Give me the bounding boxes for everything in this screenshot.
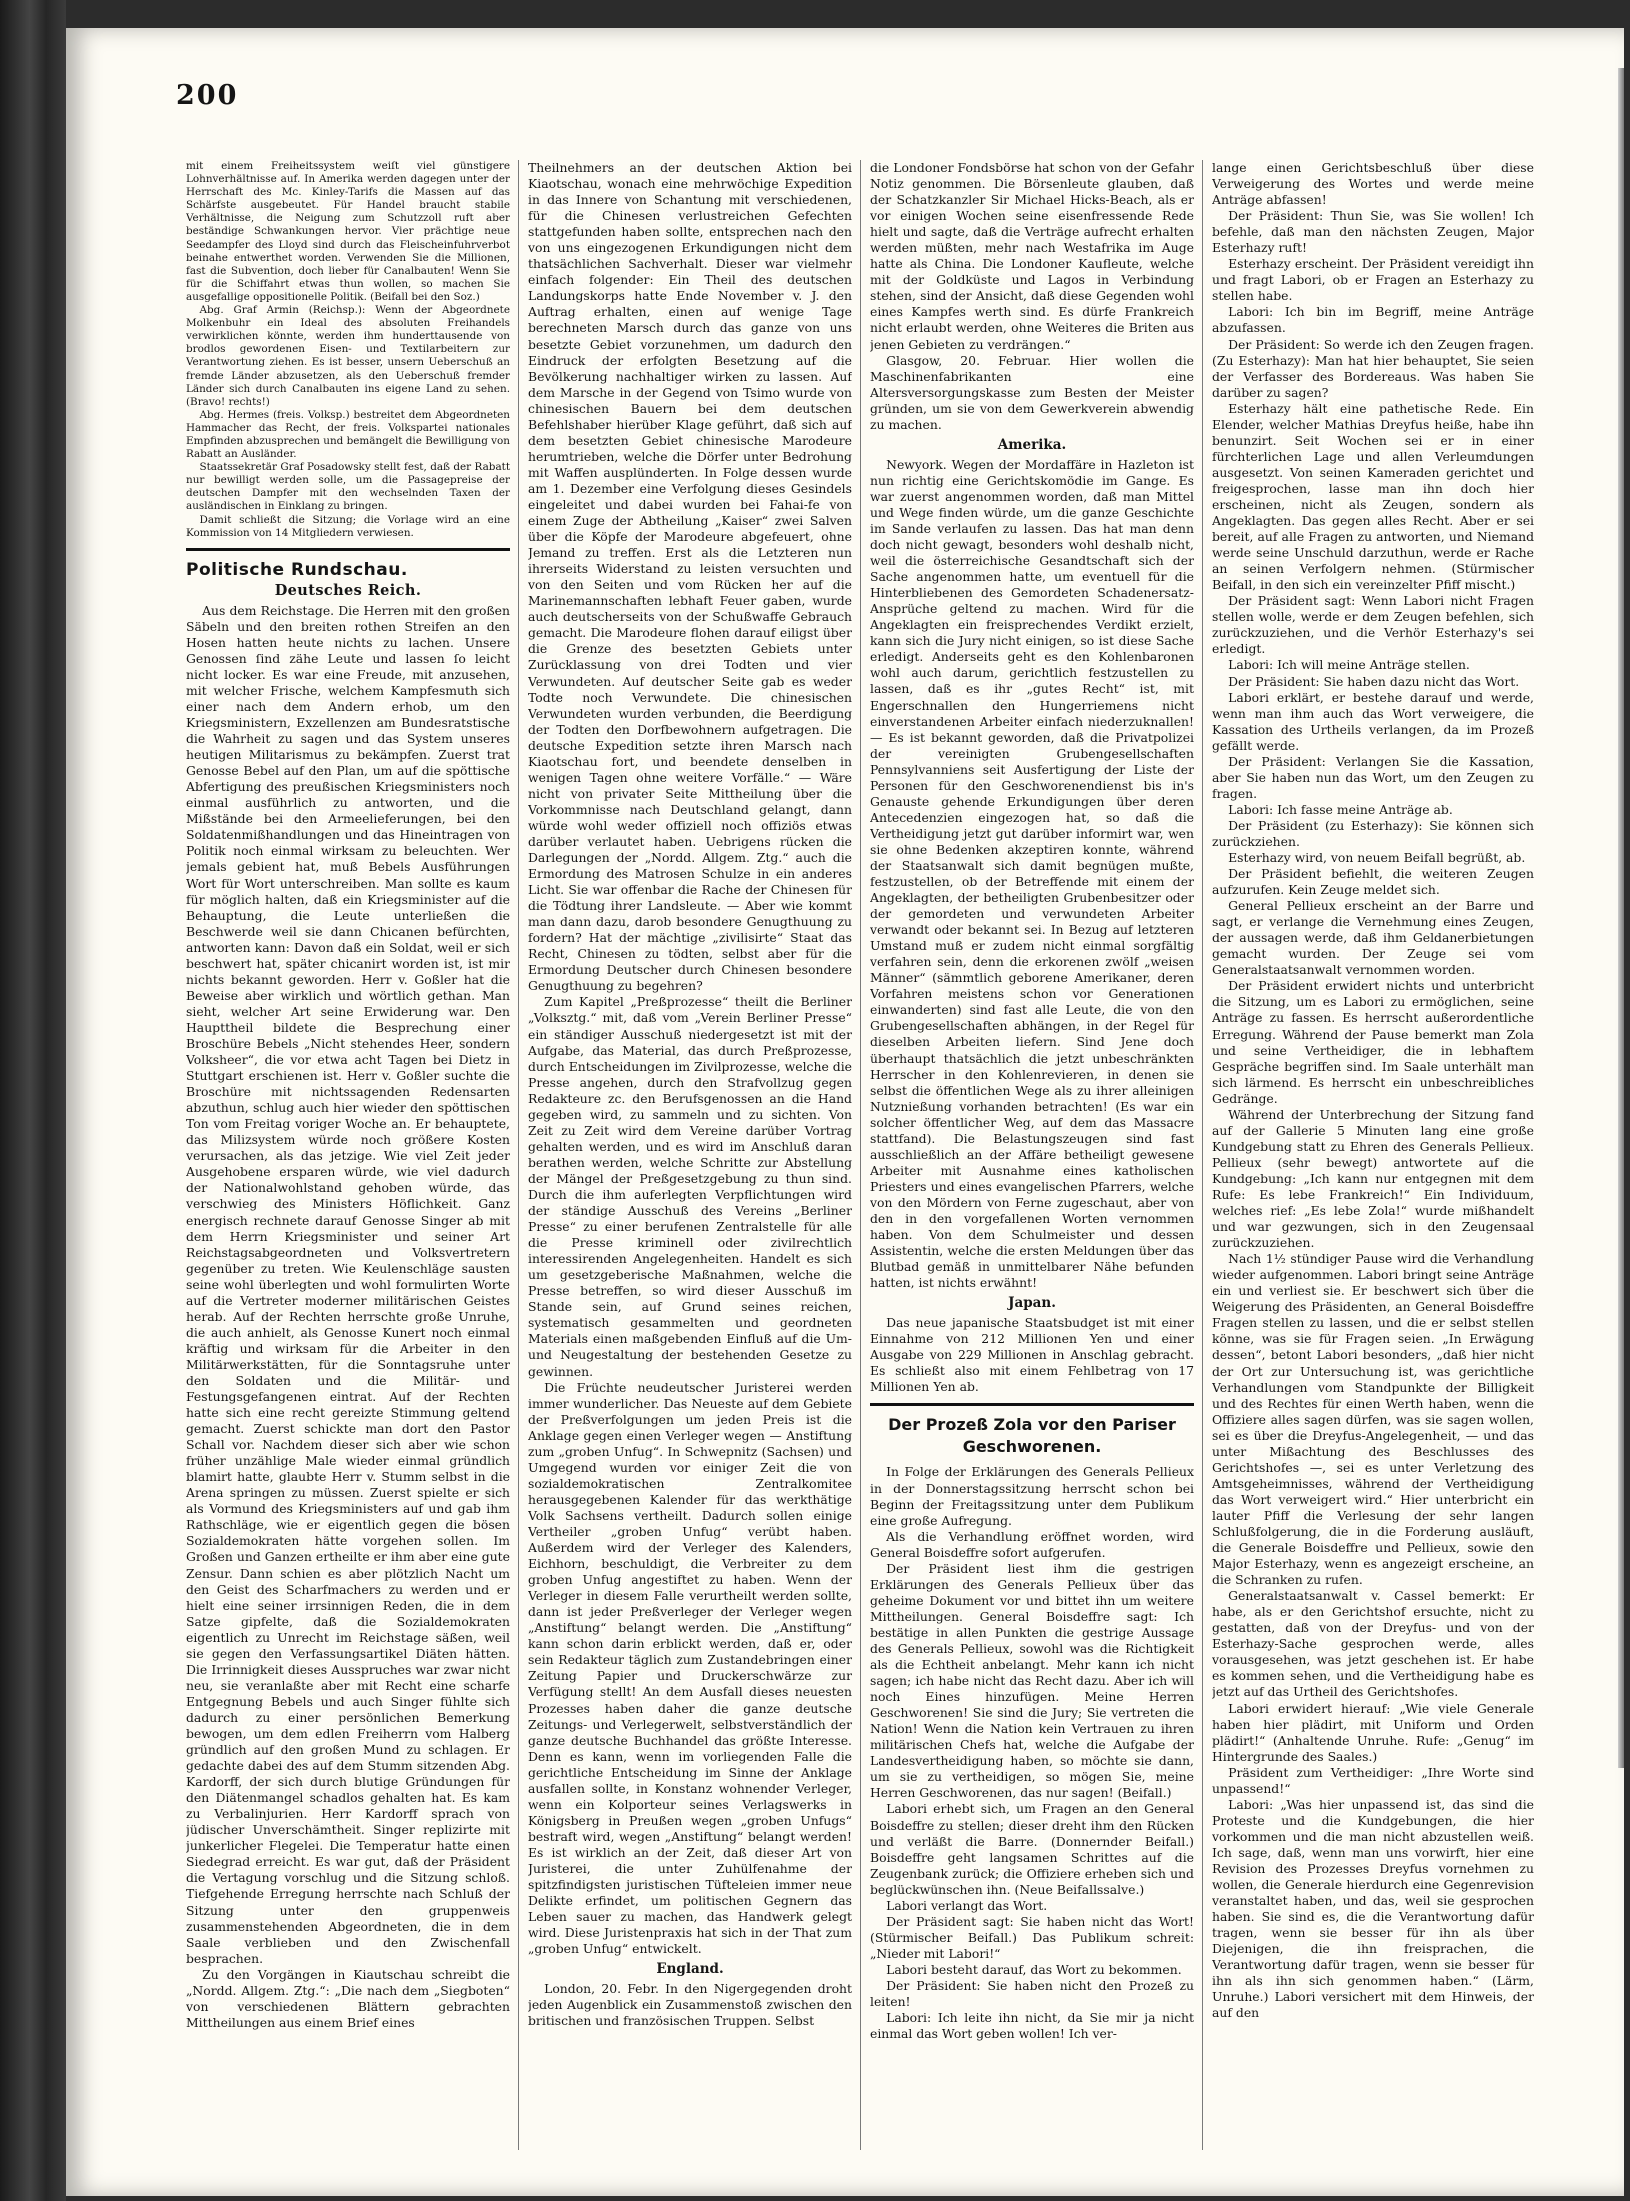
column-separator — [518, 160, 519, 2150]
paragraph-zola-1: In Folge der Erklärungen des Generals Pellieux in der Donnerstagssitzung herrscht schon bei Beginn der Freitagssitzung unter dem Publikum eine große Aufregung. — [870, 1464, 1194, 1528]
paragraph-pressprozesse: Zum Kapitel „Preßprozesse“ theilt die Berliner „Volksztg.“ mit, daß vom „Verein Berliner Presse“ ein ständiger Ausschuß niedergesetzt ist mit der Aufgabe, das Material, das durch Preßprozesse, durch Entscheidungen im Zivilprozesse, welche die Presse angehen, durch den Strafvollzug gegen Redakteure zc. den Berufsgenossen an die Hand gegeben wird, zu sammeln und zu sichten. Von Zeit zu Zeit wird dem Vereine darüber Vortrag gehalten werden, und es wird im Anschluß daran berathen werden, welche Schritte zur Abstellung der Mängel der Preßgesetzgebung zu thun sind. Durch die ihm auferlegten Verpflichtungen wird der ständige Ausschuß des Vereins „Berliner Presse“ zu einer berufenen Zentralstelle für alle die Presse kriminell oder zivilrechtlich interessirenden Angelegenheiten. Handelt es sich um gesetzgeberische Maßnahmen, welche die Presse betreffen, so wird dieser Ausschuß im Stande sein, auf Grund seines reichen, systematisch gesammelten und geordneten Materials einen maßgebenden Einfluß auf die Um- und Neugestaltung der bestehenden Gesetze zu gewinnen. — [528, 994, 852, 1379]
paragraph-zola-20: Der Präsident: Verlangen Sie die Kassation, aber Sie haben nun das Wort, um den Zeugen zu fragen. — [1212, 753, 1534, 801]
country-heading-england: England. — [656, 1961, 724, 1978]
paragraph-zola-5: Labori verlangt das Wort. — [886, 1897, 1048, 1913]
article-title-zola: Der Prozeß Zola vor den Pariser Geschworenen. — [888, 1415, 1176, 1457]
paragraph-zola-31: Präsident zum Vertheidiger: „Ihre Worte sind unpassend!“ — [1212, 1764, 1534, 1796]
paragraph-japan: Das neue japanische Staatsbudget ist mit einer Einnahme von 212 Millionen Yen und einer Ausgabe von 229 Millionen in Anschlag gebracht. Es schließt also mit einem Fehlbetrag von 17 Millionen Yen ab. — [870, 1315, 1194, 1395]
page-number: 200 — [176, 80, 239, 111]
paragraph-zola-6: Der Präsident sagt: Sie haben nicht das Wort! (Stürmischer Beifall.) Das Publikum schreit: „Nieder mit Labori!“ — [870, 1913, 1194, 1961]
column-1 — [186, 160, 510, 2155]
paragraph-zola-8: Der Präsident: Sie haben nicht den Prozeß zu leiten! — [870, 1977, 1194, 2010]
page-edge — [1618, 68, 1624, 1768]
paragraph-zola-28: Nach 1½ stündiger Pause wird die Verhandlung wieder aufgenommen. Labori bringt seine Anträge ein und verliest sie. Er beschwert sich über die Weigerung des Präsidenten, an General Boisdeffre Fragen stellen zu lassen, und die er selbst stellen könne, was sie für Fragen seien. „In Erwägung dessen“, betont Labori besonders, „daß hier nicht der Ort zur Untersuchung ist, was gerichtliche Verhandlungen vom Standpunkte der Billigkeit und des Rechtes für einen Werth haben, wenn die Offiziere alles sagen dürfen, was sie sagen wollen, sei es über die Dreyfus-Angelegenheit, — und das unter Mißachtung des Beschlusses des Gerichtshofes —, sei es unter Verletzung des Amtsgeheimnisses, während der Vertheidigung das Wort verweigert wird.“ Hier unterbricht ein lauter Pfiff die Verlesung der sehr langen Schlußfolgerung, die in die Forderung ausläuft, die Generale Boisdeffre und Pellieux, sowie den Major Esterhazy, wenn es angezeigt erscheine, an die Schranken zu rufen. — [1212, 1251, 1534, 1588]
paragraph-zola-25: General Pellieux erscheint an der Barre und sagt, er verlange die Vernehmung eines Zeugen, der aussagen werde, daß ihm Geldanerbietungen gemacht wurden. Der Zeuge sei vom Generalstaatsanwalt vernommen worden. — [1212, 898, 1534, 978]
paragraph-zola-9: Labori: Ich leite ihn nicht, da Sie mir ja nicht einmal das Wort geben wollen! Ich ver- — [870, 2010, 1194, 2042]
paragraph-glasgow: Glasgow, 20. Februar. Hier wollen die Maschinenfabrikanten eine Altersversorgungskasse zum Besten der Meister gründen, um sie von dem Gewerkverein abwendig zu machen. — [870, 352, 1194, 432]
section-divider — [186, 548, 510, 551]
book-binding — [0, 0, 66, 2201]
paragraph-zola-17: Labori: Ich will meine Anträge stellen. — [1228, 657, 1470, 673]
paragraph-zola-13: Labori: Ich bin im Begriff, meine Anträge abzufassen. — [1212, 304, 1534, 336]
paragraph-zola-21: Labori: Ich fasse meine Anträge ab. — [1228, 801, 1453, 817]
paragraph-zola-16: Der Präsident sagt: Wenn Labori nicht Fragen stellen wolle, werde er dem Zeugen befehlen, sich zurückzuziehen, und die Verhör Esterhazy's sei erledigt. — [1212, 593, 1534, 657]
paragraph-zola-23: Esterhazy wird, von neuem Beifall begrüßt, ab. — [1228, 850, 1526, 866]
paragraph-zola-26: Der Präsident erwidert nichts und unterbricht die Sitzung, um es Labori zu ermöglichen, seine Anträge zu fassen. Es herrscht außerordentliche Erregung. Während der Pause bemerkt man Zola und seine Vertheidiger, die in lebhaftem Gespräche begriffen sind. Im Saale unterhält man sich lärmend. Es herrscht ein unbeschreibliches Gedränge. — [1212, 978, 1534, 1106]
paragraph-zola-22: Der Präsident (zu Esterhazy): Sie können sich zurückziehen. — [1212, 817, 1534, 849]
paragraph-zola-29: Generalstaatsanwalt v. Cassel bemerkt: Er habe, als er den Gerichtshof ersuchte, nicht zu gestatten, daß von der Dreyfus- und von der Esterhazy-Sache gesprochen werde, alles vorausgesehen, was jetzt geschehen ist. Er habe es kommen sehen, und die Vertheidigung habe es jetzt auf das Urtheil des Gerichtshofes. — [1212, 1588, 1534, 1700]
paragraph-newyork: Newyork. Wegen der Mordaffäre in Hazleton ist nun richtig eine Gerichtskomödie im Gange. Es war zuerst angenommen worden, daß man Mittel und Wege finden würde, um die ganze Geschichte im Sande verlaufen zu lassen. Das hat man denn doch nicht gewagt, besonders wohl deshalb nicht, weil die österreichische Gesandtschaft sich der Sache angenommen hatte, um eventuell für die Hinterbliebenen des Gemordeten Schadenersatz-Ansprüche geltend zu machen. Wird für die Angeklagten ein freisprechendes Verdikt erzielt, kann sich die Jury nicht einigen, so ist diese Sache erledigt. Anderseits geht es den Kohlenbaronen wohl auch darum, gerichtlich festzustellen zu lassen, daß es ihr „gutes Recht“ ist, mit Engerschnallen den Hungerriemens nicht einverstandenen Arbeiter einfach niederzuknallen! — Es ist bekannt geworden, daß die Privatpolizei der vereinigten Grubengesellschaften Pennsylvanniens seit Ausfertigung der Liste der Personen für den Geschworenendienst bis in's Genauste gehende Erkundigungen über deren Antecedenzien eingezogen hat, so daß die Vertheidigung jetzt gut darüber informirt war, wen sie ohne Bedenken akzeptiren konnte, während der Staatsanwalt sich damit begnügen mußte, festzustellen, ob der Betreffende mit einem der Angeklagten, der betheiligten Grubenbesitzer oder der gemordeten und verwundeten Arbeiter verwandt oder bekannt sei. In Bezug auf letzteren Umstand muß er zudem nicht einmal sorgfältig verfahren sein, denn die erkorenen zwölf „weisen Männer“ (sämmtlich geborene Amerikaner, deren Vorfahren meistens schon vor Generationen einwanderten) sind fast alle Leute, die von den Grubengesellschaften abhängen, in der Regel für dieselben Arbeiten liefern. Sind Jene doch überhaupt thatsächlich die jetzt unbeschränkten Herrscher in den Kohlenrevieren, in denen sie selbst die öffentlichen Wege als zu ihrer alleinigen Nutznießung vorhanden betrachten! (Es war ein solcher öffentlicher Weg, auf dem das Massacre stattfand). Die Belastungszeugen sind fast ausschließlich an der Affäre betheiligt gewesene Arbeiter mit Ausnahme eines katholischen Priesters und eines evangelischen Pfarrers, welche von den Mördern von Ferne zugeschaut, aber von den in den vorgefallenen Worten vernommen haben. Von dem Schulmeister und dessen Assistentin, welche die ersten Meldungen über das Blutbad gemäß in unmittelbarer Nähe befunden hatten, ist nichts erwähnt! — [870, 456, 1194, 1291]
column-separator — [1202, 160, 1203, 2150]
paragraph-armin: Abg. Graf Armin (Reichsp.): Wenn der Abgeordnete Molkenbuhr ein Ideal des absoluten Freihandels verwirklichen könnte, werden ihm hunderttausende von brodlos gewordenen Eisen- und Textilarbeitern zur Verantwortung ziehen. Es ist besser, unsern Ueberschuß an fremde Länder abzusetzen, als den Ueberschuß fremder Länder sich durch Canalbauten ins eigene Land zu sehen. (Bravo! rechts!) — [186, 304, 510, 408]
paragraph-reichstag: Aus dem Reichstage. Die Herren mit den großen Säbeln und den breiten rothen Streifen an den Hosen hatten heute nichts zu lachen. Unsere Genossen ſind zähe Leute und lassen ſo leicht nicht locker. Es war eine Freude, mit anzusehen, mit welcher Frische, welchem Kampfesmuth sich einer nach dem Andern erhob, um den Kriegsministern, Exzellenzen am Bundesratstische die Wahrheit zu sagen und das System unseres heutigen Militarismus zu bekämpfen. Zuerst trat Genosse Bebel auf den Plan, um auf die spöttische Abfertigung des preußischen Kriegsministers noch einmal ausführlich zu antworten, und die Mißstände bei den Armeelieferungen, bei den Soldatenmißhandlungen und das Hineintragen von Politik noch einmal wirksam zu beleuchten. Wer jemals gebient hat, muß Bebels Ausführungen Wort für Wort unterschreiben. Man sollte es kaum für möglich halten, daß ein Kriegsminister auf die Behauptung, die Leute unterließen die Beschwerde weil sie dann Chicanen befürchten, antworten kann: Davon daß ein Soldat, weil er sich beschwert hat, später chicanirt worden ist, ist mir nichts bekannt geworden. Herr v. Goßler hat die Beweise aber wirklich und wörtlich gethan. Man sieht, welcher Art seine Erwiderung war. Den Haupttheil bildete die Besprechung einer Broschüre Bebels „Nicht stehendes Heer, sondern Volksheer“, die vor etwa acht Tagen bei Dietz in Stuttgart erschienen ist. Herr v. Goßler suchte die Broschüre mit nichtssagenden Redensarten abzuthun, schlug auch hier wieder den spöttischen Ton vom Freitag voriger Woche an. Er behauptete, das Milizsystem würde noch größere Kosten verursachen, als das jetzige. Wie viel Zeit jeder Ausgehobene ersparen würde, wie viel dadurch der Nationalwohlstand gehoben würde, das verschwieg des Ministers Höflichkeit. Ganz energisch rechnete darauf Genosse Singer ab mit dem Herrn Kriegsminister und seiner Art Reichstagsabgeordneten und Volksvertretern gegenüber zu treten. Wie Keulenschläge sausten seine wohl überlegten und wohl formulirten Worte auf die Vertreter moderner militärischen Geistes herab. Auf der Rechten herrschte große Unruhe, die auch anhielt, als Genosse Kunert noch einmal kräftig und wirksam für die Arbeiter in den Militärwerkstätten, für die Sonntagsruhe unter den Soldaten und die Militär- und Festungsgefangenen eintrat. Auf der Rechten hatte sich eine recht gereizte Stimmung geltend gemacht. Zuerst schickte man dort den Pastor Schall vor. Nachdem dieser sich aber wie schon früher unzählige Male wieder einmal gründlich blamirt hatte, glaubte Herr v. Stumm selbst in die Arena springen zu müssen. Zuerst spielte er sich als Vormund des Kriegsministers auf und gab ihm Rathschläge, wie er eigentlich gegen die bösen Sozialdemokraten hätte vorgehen sollen. Im Großen und Ganzen ertheilte er ihm aber eine gute Zensur. Dann schien es aber plötzlich Nacht um den Geist des Scharfmachers zu werden und er hielt eine seiner irrsinnigen Reden, die in dem Satze gipfelte, daß die Sozialdemokraten eigentlich zu Unrecht im Reichstage säßen, weil sie gegen den Verfassungsartikel Diäten hätten. Die Irrinnigkeit dieses Ausspruches war zwar nicht neu, sie veranlaßte aber mit Recht eine scharfe Entgegnung Bebels und auch Singer fühlte sich dadurch zu einer persönlichen Bemerkung bewogen, um dem edlen Freiherrn vom Halberg gründlich auf den großen Mund zu schlagen. Er gedachte dabei des auf dem Stumm sitzenden Abg. Kardorff, der sich durch blutige Gründungen für den Diätenmangel schadlos gehalten hat. Es kam zu Verbalinjurien. Herr Kardorff sprach von jüdischer Unverschämtheit. Singer replizirte mit junkerlicher Flegelei. Die Temperatur hatte einen Siedegrad erreicht. Es war gut, daß der Präsident die Vertagung vorschlug und die Sitzung schloß. Tiefgehende Erregung herrschte nach Schluß der Sitzung unter den gruppenweis zusammenstehenden Abgeordneten, die in dem Saale verblieben und den Zwischenfall besprachen. — [186, 602, 510, 1966]
paragraph-zola-30: Labori erwidert hierauf: „Wie viele Generale haben hier plädirt, mit Uniform und Orden plädirt!“ (Anhaltende Unruhe. Rufe: „Genug“ im Hintergrunde des Saales.) — [1212, 1700, 1534, 1764]
paragraph-closing: Damit schließt die Sitzung; die Vorlage wird an eine Kommission von 14 Mitgliedern verwiesen. — [186, 513, 510, 539]
paragraph-zola-3: Der Präsident liest ihm die gestrigen Erklärungen des Generals Pellieux über das geheime Dokument vor und bittet ihn um weitere Mittheilungen. General Boisdeffre sagt: Ich bestätige in allen Punkten die gestrige Aussage des Generals Pellieux, sowohl was die Richtigkeit als die Echtheit anbelangt. Mehr kann ich nicht sagen; ich habe nicht das Recht dazu. Aber ich will noch Eines hinzufügen. Meine Herren Geschworenen! Sie sind die Jury; Sie vertreten die Nation! Wenn die Nation kein Vertrauen zu ihren militärischen Chefs hat, welche die Aufgabe der Landesvertheidigung haben, so möchte sie dann, um sie zu vertheidigen, so mögen Sie, meine Herren Geschworenen, das nur sagen! (Beifall.) — [870, 1560, 1194, 1801]
paragraph-zola-14: Der Präsident: So werde ich den Zeugen fragen. (Zu Esterhazy): Man hat hier behauptet, Sie seien der Verfasser des Bordereaus. Was haben Sie darüber zu sagen? — [1212, 336, 1534, 400]
paragraph-kiautschou: Zu den Vorgängen in Kiautschau schreibt die „Nordd. Allgem. Ztg.“: „Die nach dem „Siegboten“ von verschiedenen Blättern gebrachten Mittheilungen aus einem Brief eines — [186, 1966, 510, 2030]
article-divider — [870, 1403, 1194, 1406]
section-subtitle: Deutsches Reich. — [274, 581, 422, 599]
country-heading-amerika: Amerika. — [997, 436, 1067, 453]
paragraph-london: London, 20. Febr. In den Nigergegenden droht jeden Augenblick ein Zusammenstoß zwischen den britischen und französischen Truppen. Selbst — [528, 1981, 852, 2029]
paragraph-zola-15: Esterhazy hält eine pathetische Rede. Ein Elender, welcher Mathias Dreyfus heiße, habe ihn benunzirt. Seit Wochen sei er in einer fürchterlichen Lage und allen Verleumdungen ausgesetzt. Von seinen Kameraden gerichtet und freigesprochen, lasse man ihn doch hier erscheinen, nicht als Zeugen, sondern als Angeklagten. Das gegen alles Recht. Aber er sei bereit, auf alle Fragen zu antworten, und Niemand werde seine Unschuld darzuthun, werde er Rache an seinen Verfolgern nehmen. (Stürmischer Beifall, in den sich ein vereinzelter Pfiff mischt.) — [1212, 400, 1534, 593]
paragraph-juristerei: Die Früchte neudeutscher Juristerei werden immer wunderlicher. Das Neueste auf dem Gebiete der Preßverfolgungen um jeden Preis ist die Anklage gegen einen Verleger wegen — Anstiftung zum „groben Unfug“. In Schwepnitz (Sachsen) und Umgegend wurden vor einiger Zeit die von sozialdemokratischen Zentralkomitee herausgegebenen Kalender für das werkthätige Volk Sachsens vertheilt. Dadurch sollen einige Vertheiler „groben Unfug“ verübt haben. Außerdem wird der Verleger des Kalenders, Eichhorn, beschuldigt, die Verbreiter zu dem groben Unfug angestiftet zu haben. Wenn der Verleger in diesem Falle verurtheilt werden sollte, dann ist jeder Preßverleger der Verleger wegen „Anstiftung“ belangt werden. Die „Anstiftung“ kann schon darin erblickt werden, daß er, oder sein Redakteur täglich zum Zustandebringen einer Zeitung Papier und Druckerschwärze zur Verfügung stellt! An dem Ausfall dieses neuesten Prozesses haben daher die ganze deutsche Zeitungs- und Verlegerwelt, selbstverständlich der ganze deutsche Buchhandel das größte Interesse. Denn es kann, wenn im vorliegenden Falle die gerichtliche Entscheidung im Sinne der Anklage ausfallen sollte, in Konstanz wohnender Verleger, wenn ein Kolporteur seines Verlagswerks in Königsberg in Preußen wegen „groben Unfugs“ bestraft wird, wegen „Anstiftung“ belangt werden! Es ist wirklich an der Zeit, daß dieser Art von Juristerei, die unter Zuhülfenahme der spitzfindigsten juristischen Tüfteleien immer neue Delikte erfindet, um politischen Gegnern das Leben sauer zu machen, das Handwerk gelegt wird. Diese Juristenpraxis hat sich in der That zum „groben Unfug“ entwickelt. — [528, 1379, 852, 1957]
paragraph-london-continued: die Londoner Fondsbörse hat schon von der Gefahr Notiz genommen. Die Börsenleute glauben, daß der Schatzkanzler Sir Michael Hicks-Beach, als er vor einigen Wochen seine eisenfressende Rede hielt und sagte, daß die Verträge aufrecht erhalten werden müßten, mehr nach Westafrika im Auge hatte als China. Die Londoner Kaufleute, welche mit der Goldküste und Lagos in Verbindung stehen, sind der Ansicht, daß diese Gegenden wohl eines Kampfes werth sind. Es dürfe Frankreich nicht erlaubt werden, ohne Weiteres die Briten aus jenen Gebieten zu verdrängen.“ — [870, 160, 1194, 352]
column-separator — [860, 160, 861, 2150]
paragraph-zola-32: Labori: „Was hier unpassend ist, das sind die Proteste und die Kundgebungen, die hier vorkommen und die man nicht abzustellen weiß. Ich sage, daß, wenn man uns vorwirft, hier eine Revision des Prozesses Dreyfus vornehmen zu wollen, die Generale hierdurch eine Gegenrevision veranstaltet haben, und das, weil sie gesprochen haben. Sie sind es, die die Verantwortung dafür tragen, wenn sie besser für ihn als über Diejenigen, die ihn freisprachen, die Verantwortung dafür tragen, wenn sie besser für ihn als ihn sich genommen haben.“ (Lärm, Unruhe.) Labori versichert mit dem Hinweis, der auf den — [1212, 1796, 1534, 2021]
column-3 — [870, 160, 1194, 2155]
column-4 — [1212, 160, 1534, 2155]
paragraph-intro: mit einem Freiheitssystem weiſt viel günstigere Lohnverhältnisse auf. In Amerika werden dagegen unter der Herrschaft des Mc. Kinley-Tarifs die Massen auf das Schärfste ausgebeutet. Für Handel braucht stabile Verhältnisse, die Neigung zum Schutzzoll ruft aber beständige Schwankungen hervor. Vier prächtige neue Seedampfer des Lloyd sind durch das Fleischeinfuhrverbot beinahe entwerthet worden. Verwenden Sie die Millionen, fast die Subvention, doch lieber für Canalbauten! Wenn Sie für die Schiffahrt etwas thun wollen, so machen Sie ausgefallige oppositionelle Politik. (Beifall bei den Soz.) — [186, 160, 510, 303]
paragraph-posadowsky: Staatssekretär Graf Posadowsky stellt fest, daß der Rabatt nur bewilligt werden solle, um die Passagepreise der deutschen Dampfer mit den wechselnden Taxen der ausländischen in Einklang zu bringen. — [186, 461, 510, 513]
newspaper-page — [66, 28, 1624, 2196]
paragraph-zola-7: Labori besteht darauf, das Wort zu bekommen. — [886, 1961, 1182, 1977]
paragraph-zola-18: Der Präsident: Sie haben dazu nicht das Wort. — [1228, 673, 1520, 689]
paragraph-zola-27: Während der Unterbrechung der Sitzung fand auf der Gallerie 5 Minuten lang eine große Kundgebung statt zu Ehren des Generals Pellieux. Pellieux (sehr bewegt) antwortete auf die Kundgebung: „Ich kann nur entgegnen mit dem Rufe: Es lebe Frankreich!“ Ein Individuum, welches rief: „Es lebe Zola!“ wurde mißhandelt und war gezwungen, sich in den Zeugensaal zurückzuziehen. — [1212, 1106, 1534, 1251]
section-title: Politische Rundschau. — [186, 559, 408, 580]
country-heading-japan: Japan. — [1008, 1295, 1056, 1312]
paragraph-zola-4: Labori erhebt sich, um Fragen an den General Boisdeffre zu stellen; dieser dreht ihm den Rücken und verläßt die Barre. (Donnernder Beifall.) Boisdeffre geht langsamen Schrittes auf die Zeugenbank zurück; die Offiziere erheben sich und beglückwünschen ihn. (Neue Beifallssalve.) — [870, 1801, 1194, 1897]
paragraph-zola-24: Der Präsident befiehlt, die weiteren Zeugen aufzurufen. Kein Zeuge meldet sich. — [1212, 866, 1534, 898]
paragraph-kiaotschau-continued: Theilnehmers an der deutschen Aktion bei Kiaotschau, wonach eine mehrwöchige Expedition in das Innere von Schantung mit verschiedenen, für die Chinesen verlustreichen Gefechten stattgefunden haben sollte, entsprechen nach den von uns eingezogenen Erkundigungen nicht dem thatsächlichen Sachverhalt. Dieser war vielmehr einfach folgender: Ein Theil des deutschen Landungskorps hatte Ende November v. J. den Auftrag erhalten, einen auf wenige Tage berechneten Marsch durch das ganze von uns besetzte Gebiet vorzunehmen, um dadurch den Eindruck der erfolgten Besetzung auf die Bevölkerung nachhaltiger wirken zu lassen. Auf dem Marsche in der Gegend von Tsimo wurde von chinesischen Bauern bei dem deutschen Befehlshaber hierüber Klage geführt, daß sich auf dem besetzten Gebiet chinesische Marodeure herumtrieben, welche die Dörfer unter Bedrohung mit Waffen ausplünderten. In Folge dessen wurde am 1. Dezember eine Verfolgung dieses Gesindels eingeleitet und dabei wurden bei Fahai-fe von einem Zuge der Abtheilung „Kaiser“ zwei Salven über die Köpfe der Marodeure abgefeuert, ohne Jemand zu treffen. Erst als die Letzteren nun ihrerseits Widerstand zu leisten versuchten und von den Seiten und vom Rücken her auf die Marinemannschaften lebhaft Feuer gaben, wurde auch deutscherseits von der Schußwaffe Gebrauch gemacht. Die Marodeure flohen darauf eiligst über die Grenze des besetzten Gebiets unter Zurücklassung von drei Todten und vier Verwundeten. Auf deutscher Seite gab es weder Todte noch Verwundete. Die chinesischen Verwundeten wurden verbunden, die Beerdigung der Todten den Dorfbewohnern aufgetragen. Die deutsche Expedition setzte ihren Marsch nach Kiaotschau fort, und beendete denselben in wenigen Tagen ohne weitere Vorfälle.“ — Wäre nicht von privater Seite Mittheilung über die Vorkommnisse nach Deutschland gelangt, dann würde wohl weder offiziell noch offiziös etwas darüber verlautet haben. Uebrigens rücken die Darlegungen der „Nordd. Allgem. Ztg.“ auch die Ermordung des Matrosen Schulze in ein anderes Licht. Sie war offenbar die Rache der Chinesen für die Tödtung ihrer Landsleute. — Aber wie kommt man dann dazu, darob besondere Genugthuung zu fordern? Hat der mächtige „zivilisirte“ Staat das Recht, Chinesen zu tödten, selbst aber für die Ermordung Deutscher durch Chinesen besondere Genugthuung zu begehren? — [528, 160, 852, 994]
paragraph-zola-10: lange einen Gerichtsbeschluß über diese Verweigerung des Wortes und werde meine Anträge abfassen! — [1212, 160, 1534, 208]
paragraph-zola-11: Der Präsident: Thun Sie, was Sie wollen! Ich befehle, daß man den nächsten Zeugen, Major Esterhazy ruft! — [1212, 208, 1534, 256]
paragraph-zola-2: Als die Verhandlung eröffnet worden, wird General Boisdeffre sofort aufgerufen. — [870, 1528, 1194, 1560]
paragraph-zola-12: Esterhazy erscheint. Der Präsident vereidigt ihn und fragt Labori, ob er Fragen an Esterhazy zu stellen habe. — [1212, 256, 1534, 304]
column-2 — [528, 160, 852, 2155]
paragraph-zola-19: Labori erklärt, er bestehe darauf und werde, wenn man ihm auch das Wort verweigere, die Kassation des Urtheils verlangen, da im Prozeß gefällt werde. — [1212, 689, 1534, 753]
paragraph-hermes: Abg. Hermes (freis. Volksp.) bestreitet dem Abgeordneten Hammacher das Recht, der freis. Volkspartei nationales Empfinden abzusprechen und bemängelt die Bewilligung von Rabatt an Ausländer. — [186, 408, 510, 461]
